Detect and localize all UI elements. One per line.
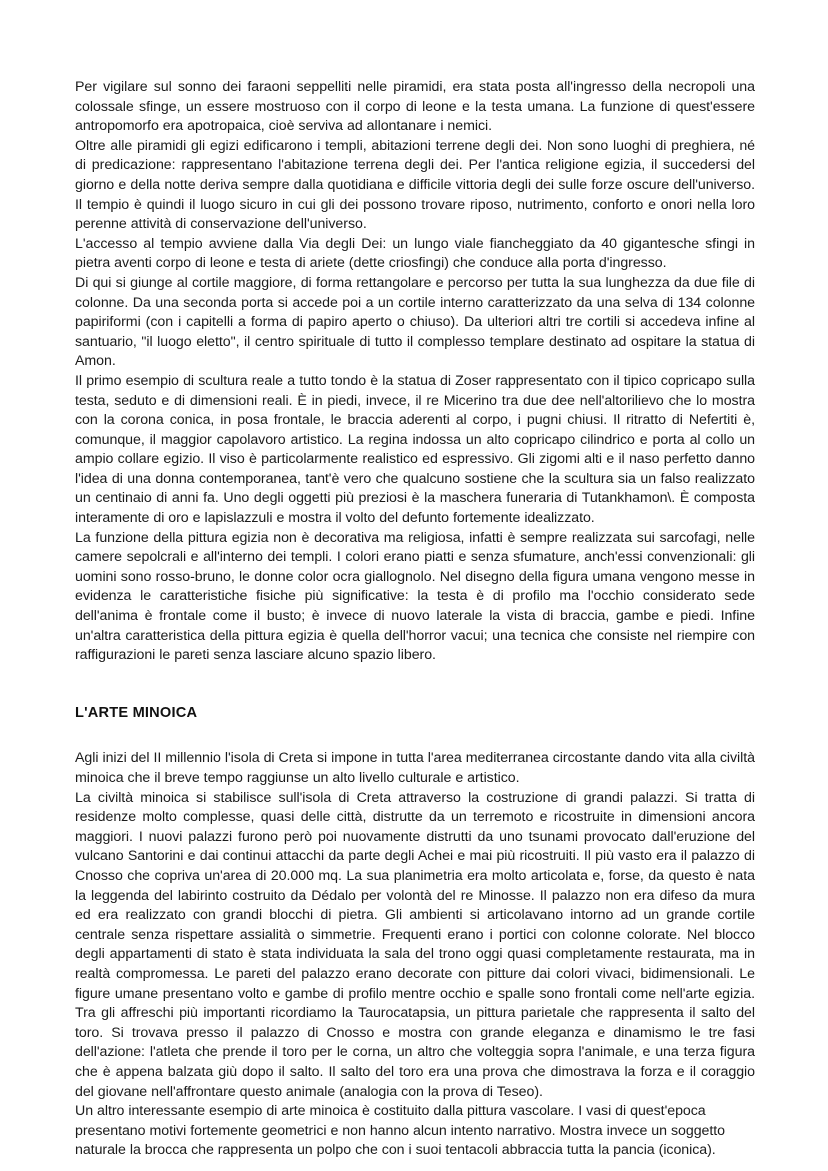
paragraph-creta-intro: Agli inizi del II millennio l'isola di Creta si impone in tutta l'area mediterranea circostante dando vita alla civiltà minoica che il breve tempo raggiunse un alto livello culturale e artistico. (75, 750, 755, 786)
paragraph-templi: Oltre alle piramidi gli egizi edificarono i templi, abitazioni terrene degli dei. Non sono luoghi di preghiera, né di predicazione: rappresentano l'abitazione terrena degli dei. Per l'antica religione egizia, il succedersi del giorno e della notte deriva sempre dalla quotidiana e difficile vittoria degli dei sulle forze oscure dell'universo. Il tempio è quindi il luogo sicuro in cui gli dei possono trovare riposo, nutrimento, conforto e onori nella loro perenne attività di conservazione dell'universo. (75, 137, 755, 233)
heading-bottom-spacer (75, 723, 755, 749)
paragraph-via-degli-dei: L'accesso al tempio avviene dalla Via degli Dei: un lungo viale fiancheggiato da 40 gigantesche sfingi in pietra aventi corpo di leone e testa di ariete (dette criosfingi) che conduce alla porta d'ingresso. (75, 235, 755, 272)
paragraph-palazzi-minoici: La civiltà minoica si stabilisce sull'isola di Creta attraverso la costruzione di grandi palazzi. Si tratta di residenze molto complesse, quasi delle città, distrutte da un terremoto e ricostruite in dimensioni ancora maggiori. I nuovi palazzi furono però poi nuovamente distrutti da uno tsunami provocato dall'eruzione del vulcano Santorini e dai continui attacchi da parte degli Achei e mai più ricostruiti. Il più vasto era il palazzo di Cnosso che copriva un'area di 20.000 mq. La sua planimetria era molto articolata e, forse, da questo è nata la leggenda del labirinto costruito da Dédalo per volontà del re Minosse. Il palazzo non era difeso da mura ed era realizzato con grandi blocchi di pietra. Gli ambienti si articolavano intorno ad un grande cortile centrale senza rispettare assialità o simmetrie. Frequenti erano i portici con colonne colorate. Nel blocco degli appartamenti di stato è stata individuata la sala del trono oggi quasi completamente restaurata, ma in realtà compromessa. Le pareti del palazzo erano decorate con pitture dai colori vivaci, bidimensionali. Le figure umane presentano volto e gambe di profilo mentre occhio e spalle sono frontali come nell'arte egizia. Tra gli affreschi più importanti ricordiamo la Taurocatapsia, un pittura parietale che rappresenta il salto del toro. Si trovava presso il palazzo di Cnosso e mostra con grande eleganza e dinamismo le tre fasi dell'azione: l'atleta che prende il toro per le corna, un altro che volteggia sopra l'animale, e una terza figura che è appena balzata giù dopo il salto. Il salto del toro era una prova che dimostrava la forza e il coraggio del giovane nell'affrontare questo animale (analogia con la prova di Teseo). (75, 789, 755, 1100)
paragraph-pittura-vascolare: Un altro interessante esempio di arte minoica è costituito dalla pittura vascolare. I vasi di quest'epoca presentano motivi fortemente geometrici e non hanno alcun intento narrativo. Mostra invece un soggetto naturale la brocca che rappresenta un polpo che con i suoi tentacoli abbraccia tutta la pancia (iconica). (75, 1103, 725, 1159)
paragraph-pittura-egizia: La funzione della pittura egizia non è decorativa ma religiosa, infatti è sempre realizzata sui sarcofagi, nelle camere sepolcrali e all'interno dei templi. I colori erano piatti e senza sfumature, anch'essi convenzionali: gli uomini sono rosso-bruno, le donne color ocra giallognolo. Nel disegno della figura umana vengono messe in evidenza le caratteristiche fisiche più significative: la testa è di profilo ma l'occhio considerato sede dell'anima è frontale come il busto; è invece di nuovo laterale la vista di braccia, gambe e piedi. Infine un'altra caratteristica della pittura egizia è quella dell'horror vacui; una tecnica che consiste nel riempire con raffigurazioni le pareti senza lasciare alcuno spazio libero. (75, 529, 755, 664)
document-text-column (75, 78, 755, 1161)
section-heading-arte-minoica: L'ARTE MINOICA (75, 704, 198, 721)
paragraph-sfinge: Per vigilare sul sonno dei faraoni seppelliti nelle piramidi, era stata posta all'ingresso della necropoli una colossale sfinge, un essere mostruoso con il corpo di leone e la testa umana. La funzione di quest'essere antropomorfo era apotropaica, cioè serviva ad allontanare i nemici. (75, 79, 755, 135)
heading-top-spacer (75, 666, 755, 704)
paragraph-cortile-maggiore: Di qui si giunge al cortile maggiore, di forma rettangolare e percorso per tutta la sua lunghezza da due file di colonne. Da una seconda porta si accede poi a un cortile interno caratterizzato da una selva di 134 colonne papiriformi (con i capitelli a forma di papiro aperto o chiuso). Da ulteriori altri tre cortili si accedeva infine al santuario, "il luogo eletto", il centro spirituale di tutto il complesso templare destinato ad ospitare la statua di Amon. (75, 274, 755, 370)
paragraph-scultura-reale: Il primo esempio di scultura reale a tutto tondo è la statua di Zoser rappresentato con il tipico copricapo sulla testa, seduto e di dimensioni reali. È in piedi, invece, il re Micerino tra due dee nell'altorilievo che lo mostra con la corona conica, in posa frontale, le braccia aderenti al corpo, i pugni chiusi. Il ritratto di Nefertiti è, comunque, il maggior capolavoro artistico. La regina indossa un alto copricapo cilindrico e porta al collo un ampio collare egizio. Il viso è particolarmente realistico ed espressivo. Gli zigomi alti e il naso perfetto danno l'idea di una donna contemporanea, tant'è vero che qualcuno sostiene che la scultura sia un falso realizzato un centinaio di anni fa. Uno degli oggetti più preziosi è la maschera funeraria di Tutankhamon\. È composta interamente di oro e lapislazzuli e mostra il volto del defunto fortemente idealizzato. (75, 372, 755, 527)
